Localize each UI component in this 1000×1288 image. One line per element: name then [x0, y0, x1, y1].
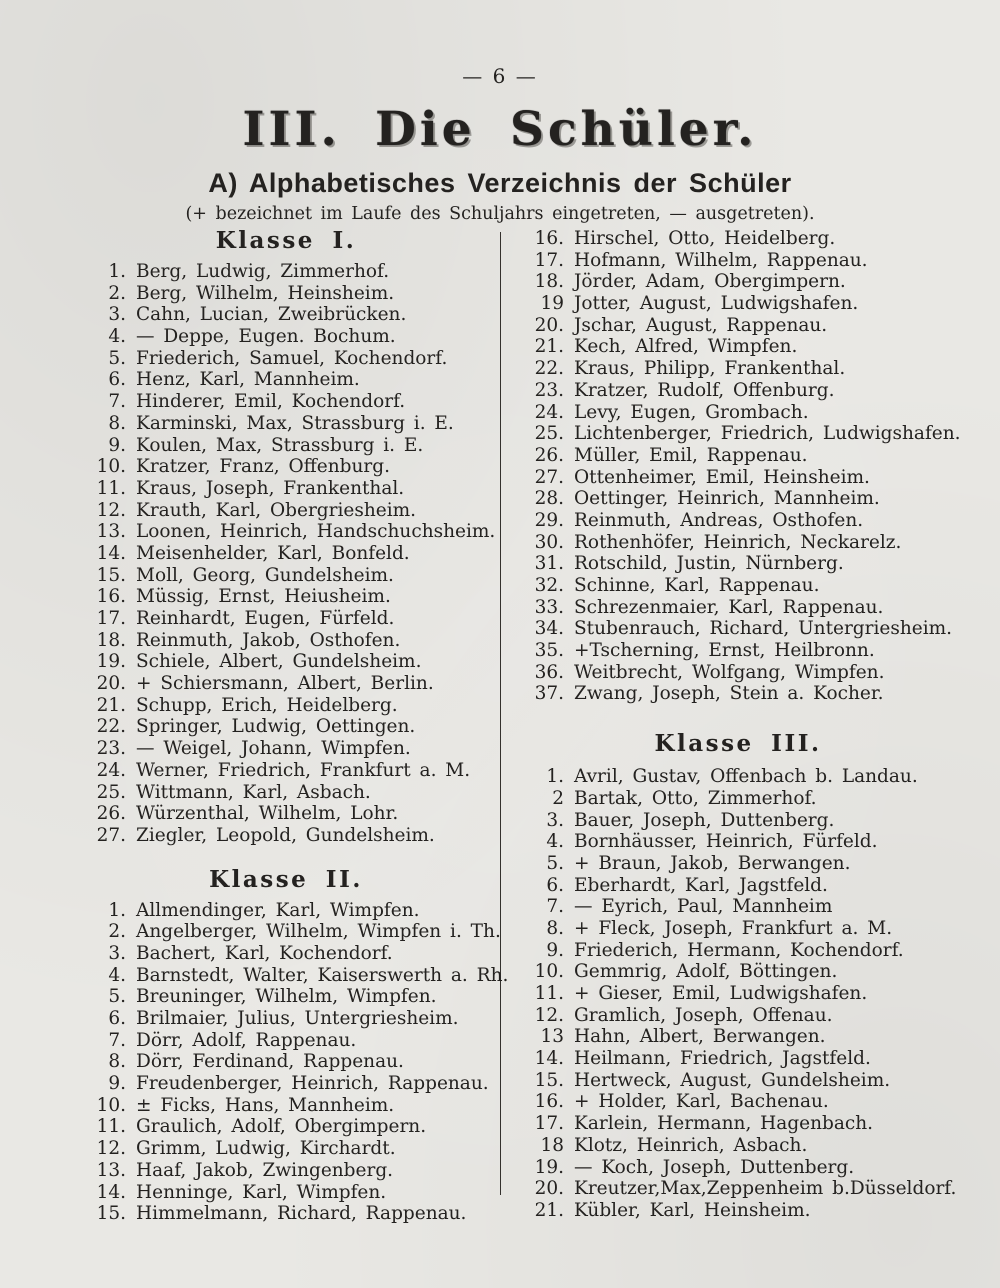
list-item [520, 467, 956, 489]
entry-text: Angelberger, Wilhelm, Wimpfen i. Th. [136, 921, 501, 943]
list-item [88, 1182, 484, 1204]
list-item [520, 831, 956, 853]
entry-number: 11. [96, 477, 126, 499]
entry-number: 3. [108, 304, 126, 326]
list-item [88, 1095, 484, 1117]
entry-number: 8. [108, 412, 126, 434]
entry-number: 5. [108, 347, 126, 369]
entry-number: 33. [534, 596, 564, 618]
list-item [88, 543, 484, 565]
entry-number: 20. [534, 1178, 564, 1200]
student-list [520, 766, 956, 1221]
list-item [520, 662, 956, 684]
list-item [88, 1138, 484, 1160]
list-item [88, 304, 484, 326]
entry-number: 18 [540, 1134, 564, 1156]
list-item [520, 961, 956, 983]
entry-text: Kraus, Joseph, Frankenthal. [136, 477, 405, 499]
entry-number: 16. [534, 228, 564, 249]
list-item [520, 532, 956, 554]
entry-number: 14. [96, 1181, 126, 1203]
list-item [88, 1116, 484, 1138]
entry-number: 22. [96, 716, 126, 738]
list-item [520, 1026, 956, 1048]
entry-number: 27. [534, 466, 564, 488]
list-item [88, 1030, 484, 1052]
list-item [88, 921, 501, 943]
entry-number: 12. [96, 499, 126, 521]
entry-number: 16. [96, 586, 126, 608]
entry-text: Bachert, Karl, Kochendorf. [136, 942, 393, 964]
entry-text: Friederich, Hermann, Kochendorf. [574, 939, 904, 961]
entry-number: 37. [534, 683, 564, 705]
entry-number: 11. [96, 1116, 126, 1138]
entry-text: Hinderer, Emil, Kochendorf. [136, 391, 406, 413]
entry-number: 1. [546, 766, 564, 788]
entry-number: 2 [552, 787, 564, 809]
entry-text: + Braun, Jakob, Berwangen. [574, 852, 851, 874]
entry-text: +Tscherning, Ernst, Heilbronn. [574, 640, 875, 662]
entry-number: 13 [540, 1026, 564, 1048]
entry-text: Allmendinger, Karl, Wimpfen. [136, 899, 420, 921]
entry-number: 5. [108, 986, 126, 1008]
entry-number: 1. [108, 899, 126, 921]
entry-text: Reinmuth, Andreas, Osthofen. [574, 509, 864, 531]
entry-text: Rotschild, Justin, Nürnberg. [574, 553, 844, 575]
list-item [520, 336, 956, 358]
entry-number: 4. [108, 964, 126, 986]
list-item [520, 1091, 956, 1113]
entry-number: 5. [546, 852, 564, 874]
entry-number: 14. [534, 1048, 564, 1070]
entry-number: 19. [534, 1156, 564, 1178]
list-item [520, 1005, 956, 1027]
entry-text: Himmelmann, Richard, Rappenau. [136, 1203, 467, 1225]
list-item [88, 500, 484, 522]
section-klasse-2 [88, 865, 509, 1225]
list-item [88, 261, 484, 283]
entry-text: Loonen, Heinrich, Handschuchsheim. [136, 521, 496, 543]
entry-number: 6. [108, 369, 126, 391]
list-item [88, 391, 484, 413]
entry-text: Moll, Georg, Gundelsheim. [136, 564, 394, 586]
entry-text: Schrezenmaier, Karl, Rappenau. [574, 596, 884, 618]
entry-text: Heilmann, Friedrich, Jagstfeld. [574, 1048, 871, 1070]
entry-number: 17. [534, 1113, 564, 1135]
entry-text: Schupp, Erich, Heidelberg. [136, 694, 398, 716]
list-item [520, 575, 956, 597]
student-list [88, 899, 509, 1225]
entry-text: Karminski, Max, Strassburg i. E. [136, 412, 454, 434]
entry-number: 24. [534, 401, 564, 423]
column-divider [500, 232, 501, 1195]
list-item [88, 986, 484, 1008]
entry-text: Müller, Emil, Rappenau. [574, 444, 808, 466]
list-item [88, 651, 484, 673]
entry-number: 7. [546, 896, 564, 918]
entry-number: 22. [534, 358, 564, 380]
entry-text: ± Ficks, Hans, Mannheim. [136, 1094, 395, 1116]
entry-text: Oettinger, Heinrich, Mannheim. [574, 488, 880, 510]
entry-text: Kraus, Philipp, Frankenthal. [574, 358, 846, 380]
entry-number: 18. [96, 629, 126, 651]
entry-number: 17. [534, 249, 564, 271]
entry-text: Kreutzer,Max,Zeppenheim b.Düsseldorf. [574, 1178, 957, 1200]
list-item [88, 738, 484, 760]
list-item [520, 358, 956, 380]
list-item [520, 640, 956, 662]
list-item [520, 853, 956, 875]
entry-number: 36. [534, 661, 564, 683]
entry-text: Lichtenberger, Friedrich, Ludwigshafen. [574, 423, 961, 445]
section-heading: Klasse I. [215, 227, 357, 254]
entry-text: Kratzer, Rudolf, Offenburg. [574, 379, 835, 401]
list-item [88, 782, 484, 804]
entry-text: Schiele, Albert, Gundelsheim. [136, 651, 422, 673]
entry-number: 10. [96, 456, 126, 478]
list-item [520, 810, 956, 832]
entry-number: 13. [96, 521, 126, 543]
list-item [88, 565, 484, 587]
entry-text: Grimm, Ludwig, Kirchardt. [136, 1138, 396, 1160]
entry-text: Rothenhöfer, Heinrich, Neckarelz. [574, 531, 902, 553]
page-title: III. Die Schüler. [242, 102, 758, 157]
entry-number: 31. [534, 553, 564, 575]
student-list [520, 228, 961, 705]
entry-number: 23. [96, 738, 126, 760]
list-item [520, 293, 956, 315]
entry-text: + Fleck, Joseph, Frankfurt a. M. [574, 917, 893, 939]
entry-number: 18. [534, 271, 564, 293]
list-item [520, 228, 956, 250]
entry-text: Werner, Friedrich, Frankfurt a. M. [136, 759, 471, 781]
list-item [520, 423, 961, 445]
entry-text: Karlein, Hermann, Hagenbach. [574, 1113, 874, 1135]
list-item [520, 488, 956, 510]
entry-number: 1. [108, 261, 126, 282]
entry-text: Hofmann, Wilhelm, Rappenau. [574, 249, 868, 271]
entry-number: 4. [546, 831, 564, 853]
entry-number: 6. [546, 874, 564, 896]
entry-number: 9. [546, 939, 564, 961]
entry-number: 32. [534, 575, 564, 596]
entry-text: Levy, Eugen, Grombach. [574, 401, 809, 423]
entry-number: 3. [546, 809, 564, 831]
entry-number: 23. [534, 379, 564, 401]
entry-number: 15. [96, 1203, 126, 1225]
entry-text: Schinne, Karl, Rappenau. [574, 575, 820, 596]
list-item [520, 553, 956, 575]
page-subtitle: A) Alphabetisches Verzeichnis der Schüler [208, 168, 792, 198]
entry-number: 11. [534, 983, 564, 1004]
entry-number: 34. [534, 618, 564, 640]
list-item [88, 1073, 489, 1095]
entry-number: 26. [96, 803, 126, 825]
list-item [520, 1070, 956, 1092]
entry-text: Wittmann, Karl, Asbach. [136, 781, 371, 803]
list-item [520, 940, 956, 962]
list-item [520, 1113, 956, 1135]
list-item [88, 1203, 484, 1225]
entry-number: 24. [96, 759, 126, 781]
entry-text: Barnstedt, Walter, Kaiserswerth a. Rh. [136, 964, 509, 986]
list-item [520, 1135, 956, 1157]
list-item [88, 413, 484, 435]
entry-text: Hahn, Albert, Berwangen. [574, 1026, 826, 1048]
entry-number: 15. [96, 564, 126, 586]
entry-number: 21. [534, 1199, 564, 1221]
list-item [88, 586, 484, 608]
entry-text: Zwang, Joseph, Stein a. Kocher. [574, 683, 884, 705]
entry-number: 9. [108, 1073, 126, 1095]
list-item [88, 943, 484, 965]
entry-text: Krauth, Karl, Obergriesheim. [136, 499, 417, 521]
list-item [88, 326, 484, 348]
section-heading: Klasse III. [654, 730, 822, 758]
list-item [88, 760, 484, 782]
list-item [520, 315, 956, 337]
list-item [88, 369, 484, 391]
list-item [520, 597, 956, 619]
list-item [520, 1048, 956, 1070]
entry-number: 26. [534, 444, 564, 466]
entry-text: Freudenberger, Heinrich, Rappenau. [136, 1073, 489, 1095]
entry-number: 3. [108, 942, 126, 964]
entry-text: Breuninger, Wilhelm, Wimpfen. [136, 986, 437, 1008]
entry-number: 4. [108, 326, 126, 348]
entry-number: 19. [96, 651, 126, 673]
list-item [520, 788, 956, 810]
entry-text: Bornhäusser, Heinrich, Fürfeld. [574, 831, 878, 853]
list-item [520, 918, 956, 940]
list-item [520, 1157, 956, 1179]
entry-text: Berg, Wilhelm, Heinsheim. [136, 282, 395, 304]
entry-number: 7. [108, 1029, 126, 1051]
legend-note: (+ bezeichnet im Laufe des Schuljahrs eingetreten, — ausgetreten). [185, 204, 815, 224]
entry-text: Meisenhelder, Karl, Bonfeld. [136, 542, 410, 564]
entry-text: Eberhardt, Karl, Jagstfeld. [574, 874, 828, 896]
list-item [88, 348, 484, 370]
list-item [88, 716, 484, 738]
section-klasse-2-continued [520, 228, 961, 705]
entry-number: 9. [108, 434, 126, 456]
entry-text: Henz, Karl, Mannheim. [136, 369, 360, 391]
list-item [88, 695, 484, 717]
entry-text: Jotter, August, Ludwigshafen. [574, 293, 859, 315]
entry-number: 17. [96, 608, 126, 629]
list-item [88, 456, 484, 478]
entry-number: 10. [534, 961, 564, 983]
entry-text: Bauer, Joseph, Duttenberg. [574, 809, 835, 831]
entry-text: Würzenthal, Wilhelm, Lohr. [136, 803, 399, 825]
entry-number: 30. [534, 531, 564, 553]
entry-text: Dörr, Adolf, Rappenau. [136, 1029, 357, 1051]
page-number: — 6 — [462, 64, 538, 88]
entry-number: 20. [96, 673, 126, 695]
entry-text: Brilmaier, Julius, Untergriesheim. [136, 1008, 459, 1029]
entry-number: 8. [108, 1051, 126, 1073]
entry-text: Jörder, Adam, Obergimpern. [574, 271, 846, 293]
entry-number: 25. [96, 781, 126, 803]
left-column [88, 227, 509, 1225]
entry-text: Jschar, August, Rappenau. [574, 314, 828, 336]
entry-text: Reinmuth, Jakob, Osthofen. [136, 629, 401, 651]
entry-number: 8. [546, 917, 564, 939]
list-item [520, 445, 956, 467]
entry-text: Henninge, Karl, Wimpfen. [136, 1181, 387, 1203]
entry-text: Hertweck, August, Gundelsheim. [574, 1069, 891, 1091]
entry-text: — Deppe, Eugen. Bochum. [136, 326, 396, 348]
entry-number: 14. [96, 542, 126, 564]
list-item [88, 521, 496, 543]
student-list [88, 261, 496, 847]
list-item [520, 875, 956, 897]
entry-number: 35. [534, 640, 564, 662]
list-item [88, 630, 484, 652]
section-klasse-3 [520, 731, 956, 1221]
list-item [520, 896, 956, 918]
list-item [520, 618, 956, 640]
entry-number: 12. [96, 1138, 126, 1160]
entry-text: Dörr, Ferdinand, Rappenau. [136, 1051, 404, 1073]
list-item [520, 510, 956, 532]
entry-text: Müssig, Ernst, Heiusheim. [136, 586, 391, 608]
entry-text: Bartak, Otto, Zimmerhof. [574, 787, 817, 809]
entry-text: + Holder, Karl, Bachenau. [574, 1091, 829, 1113]
entry-number: 6. [108, 1008, 126, 1029]
entry-text: Stubenrauch, Richard, Untergriesheim. [574, 618, 953, 640]
entry-text: Weitbrecht, Wolfgang, Wimpfen. [574, 661, 885, 683]
list-item [88, 964, 509, 987]
entry-number: 21. [96, 694, 126, 716]
entry-text: — Koch, Joseph, Duttenberg. [574, 1156, 855, 1178]
list-item [88, 478, 484, 500]
list-item [88, 900, 484, 922]
list-item [520, 1178, 956, 1200]
section-klasse-1 [88, 227, 496, 847]
entry-text: Haaf, Jakob, Zwingenberg. [136, 1159, 394, 1181]
list-item [520, 1200, 956, 1222]
entry-text: Ziegler, Leopold, Gundelsheim. [136, 824, 435, 846]
right-column [520, 228, 961, 1222]
entry-text: Kratzer, Franz, Offenburg. [136, 456, 390, 478]
entry-number: 15. [534, 1069, 564, 1091]
list-item [520, 380, 956, 402]
list-item [520, 250, 956, 272]
list-item [88, 1051, 484, 1073]
entry-text: Graulich, Adolf, Obergimpern. [136, 1116, 427, 1138]
entry-text: Avril, Gustav, Offenbach b. Landau. [574, 766, 918, 788]
list-item [88, 1160, 484, 1182]
entry-text: Hirschel, Otto, Heidelberg. [574, 228, 836, 249]
entry-text: — Weigel, Johann, Wimpfen. [136, 738, 411, 760]
entry-number: 13. [96, 1159, 126, 1181]
entry-number: 2. [108, 921, 126, 943]
list-item [520, 766, 956, 788]
entry-number: 28. [534, 488, 564, 510]
entry-number: 12. [534, 1004, 564, 1026]
entry-number: 29. [534, 509, 564, 531]
entry-number: 10. [96, 1094, 126, 1116]
entry-text: Koulen, Max, Strassburg i. E. [136, 434, 424, 456]
entry-text: + Schiersmann, Albert, Berlin. [136, 673, 434, 695]
entry-text: Cahn, Lucian, Zweibrücken. [136, 304, 407, 326]
entry-number: 25. [534, 423, 564, 445]
entry-text: Reinhardt, Eugen, Fürfeld. [136, 608, 395, 629]
list-item [88, 825, 484, 847]
list-item [520, 983, 956, 1005]
list-item [520, 683, 956, 705]
list-item [88, 608, 484, 630]
entry-text: Berg, Ludwig, Zimmerhof. [136, 261, 390, 282]
entry-text: + Gieser, Emil, Ludwigshafen. [574, 983, 868, 1004]
entry-text: Gramlich, Joseph, Offenau. [574, 1004, 833, 1026]
list-item [88, 1008, 484, 1030]
entry-number: 20. [534, 314, 564, 336]
entry-text: Gemmrig, Adolf, Böttingen. [574, 961, 838, 983]
entry-number: 19 [540, 293, 564, 315]
entry-number: 27. [96, 824, 126, 846]
entry-number: 21. [534, 336, 564, 358]
entry-text: Ottenheimer, Emil, Heinsheim. [574, 466, 870, 488]
list-item [520, 402, 956, 424]
list-item [88, 435, 484, 457]
entry-text: Kech, Alfred, Wimpfen. [574, 336, 798, 358]
entry-number: 16. [534, 1091, 564, 1113]
entry-text: Kübler, Karl, Heinsheim. [574, 1199, 811, 1221]
list-item [88, 803, 484, 825]
entry-text: — Eyrich, Paul, Mannheim [574, 896, 833, 918]
entry-text: Klotz, Heinrich, Asbach. [574, 1134, 808, 1156]
section-heading: Klasse II. [209, 865, 363, 893]
entry-number: 2. [108, 282, 126, 304]
entry-text: Friederich, Samuel, Kochendorf. [136, 347, 448, 369]
entry-number: 7. [108, 391, 126, 413]
list-item [520, 271, 956, 293]
list-item [88, 283, 484, 305]
entry-text: Springer, Ludwig, Oettingen. [136, 716, 416, 738]
list-item [88, 673, 484, 695]
